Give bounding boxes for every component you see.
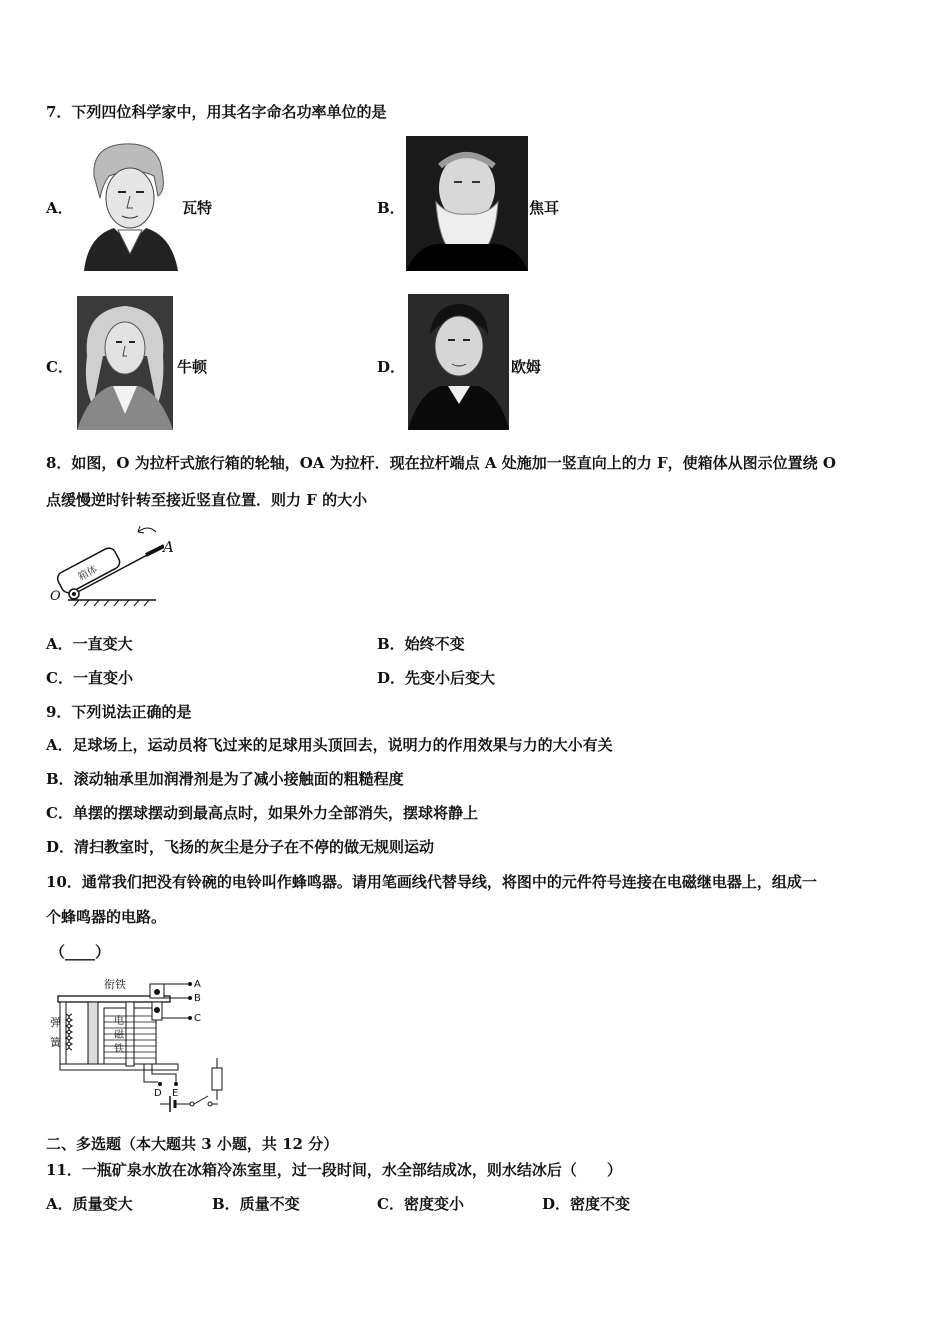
terminal-c: C — [194, 1013, 201, 1024]
q10-answer-blank: （____） — [50, 943, 111, 961]
q7-option-b-letter: B． — [377, 199, 405, 217]
q7-option-d-letter: D． — [377, 358, 406, 376]
q11-option-a: A．质量变大 — [46, 1195, 133, 1213]
q8-stem-line1: 8．如图，O 为拉杆式旅行箱的轮轴，OA 为拉杆．现在拉杆端点 A 处施加一竖直向上的力 F，使箱体从图示位置绕 O — [46, 454, 836, 472]
terminal-e: E — [172, 1088, 179, 1099]
q7-option-b-name: 焦耳 — [529, 199, 560, 217]
q10-stem-line2: 个蜂鸣器的电路。 — [46, 908, 167, 926]
q10-stem-line1: 10．通常我们把没有铃碗的电铃叫作蜂鸣器。请用笔画线代替导线，将图中的元件符号连接在电磁继电器上，组成一 — [46, 873, 817, 891]
magnet-label-2: 磁 — [114, 1030, 124, 1041]
suitcase-box-label: 箱体 — [76, 563, 100, 584]
q9-option-c: C．单摆的摆球摆动到最高点时，如果外力全部消失，摆球将静上 — [46, 804, 478, 822]
q8-option-c: C．一直变小 — [46, 669, 133, 687]
terminal-b: B — [194, 993, 201, 1004]
watt-portrait — [74, 136, 182, 271]
terminal-a: A — [194, 979, 201, 990]
q9-stem: 9．下列说法正确的是 — [46, 703, 192, 721]
magnet-label-3: 铁 — [114, 1044, 124, 1055]
q9-option-d: D．清扫教室时，飞扬的灰尘是分子在不停的做无规则运动 — [46, 838, 435, 856]
q11-stem: 11．一瓶矿泉水放在冰箱冷冻室里，过一段时间，水全部结成冰，则水结冰后（ ） — [46, 1161, 622, 1179]
magnet-label-1: 电 — [114, 1016, 124, 1027]
ohm-portrait — [408, 294, 509, 430]
q11-option-d: D．密度不变 — [542, 1195, 631, 1213]
newton-portrait — [77, 296, 173, 430]
suitcase-diagram — [44, 522, 164, 612]
q8-option-d: D．先变小后变大 — [377, 669, 496, 687]
q11-option-b: B．质量不变 — [212, 1195, 300, 1213]
point-a-label: A — [163, 538, 174, 556]
q8-stem-line2: 点缓慢逆时针转至接近竖直位置．则力 F 的大小 — [46, 491, 368, 509]
joule-portrait — [406, 136, 528, 271]
q7-stem: 7．下列四位科学家中，用其名字命名功率单位的是 — [46, 103, 387, 121]
q7-option-c-letter: C． — [46, 358, 73, 376]
q7-option-a-name: 瓦特 — [182, 199, 213, 217]
spring-label-1: 弹 — [50, 1016, 61, 1029]
q11-option-c: C．密度变小 — [377, 1195, 464, 1213]
armature-label: 衔铁 — [104, 978, 126, 991]
q7-option-a-letter: A． — [46, 199, 73, 217]
point-o-label: O — [50, 589, 61, 604]
relay-diagram — [48, 972, 238, 1117]
q7-option-c-name: 牛顿 — [177, 358, 208, 376]
q9-option-a: A．足球场上，运动员将飞过来的足球用头顶回去，说明力的作用效果与力的大小有关 — [46, 736, 613, 754]
q8-option-b: B．始终不变 — [377, 635, 465, 653]
q8-option-a: A．一直变大 — [46, 635, 133, 653]
section-2-heading: 二、多选题（本大题共 3 小题，共 12 分） — [46, 1135, 339, 1153]
q9-option-b: B．滚动轴承里加润滑剂是为了减小接触面的粗糙程度 — [46, 770, 404, 788]
spring-label-2: 簧 — [50, 1036, 61, 1049]
terminal-d: D — [154, 1088, 162, 1099]
q7-option-d-name: 欧姆 — [511, 358, 542, 376]
